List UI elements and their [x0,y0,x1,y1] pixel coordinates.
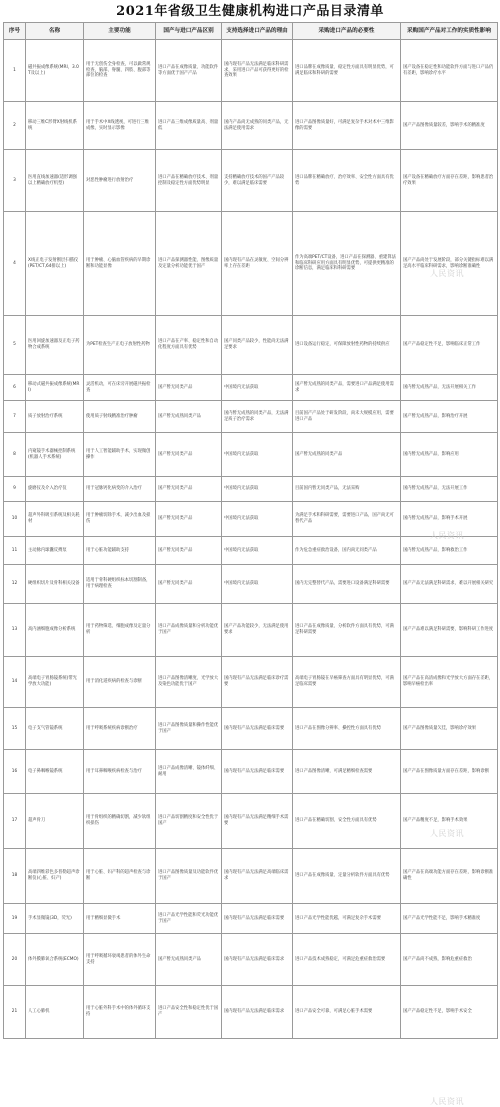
table-row [4,565,498,604]
cell-impact: 国产产品在高端功能方面存在差距，影响诊断准确性 [401,849,498,904]
table-row [4,375,498,401]
cell-impact: 国产暂无成熟产品，影响治疗开展 [401,401,498,433]
cell-name: 手术显微镜(3D，荧光) [26,904,84,934]
cell-no: 16 [4,750,26,794]
table-row [4,477,498,502]
cell-necessity: 进口设备运行稳定，可保障放射性药物的持续供应 [293,316,401,375]
cell-difference: 国产暂无同类产品 [156,433,222,477]
cell-no: 15 [4,708,26,750]
cell-impact: 国内暂无成熟产品，无法开展工作 [401,477,498,502]
cell-difference: 国产暂无同类产品 [156,375,222,401]
cell-necessity: 国内无完整替代产品，需要进口设备满足科研需要 [293,565,401,604]
cell-name: 医用回旋加速器及正电子药物合成系统 [26,316,84,375]
cell-difference: 国产暂无同类产品 [156,537,222,565]
cell-no: 12 [4,565,26,604]
table-body [4,40,498,1039]
cell-necessity: 作为高端PET/CT设备，进口产品在探测器、重建算法和临床科研应用方面具有明显优势，可提供更精准的诊断信息，满足临床和科研需要 [293,212,401,316]
cell-difference: 进口产品图像质量和操作性能优于国产 [156,708,222,750]
cell-necessity: 进口产品在成像质量、分析软件方面具有优势，可满足科研需要 [293,604,401,657]
cell-impact: 国内暂无成熟产品，无法开展相关工作 [401,375,498,401]
cell-name: 主动脉内球囊反搏泵 [26,537,84,565]
cell-difference: 进口产品在成像质量、功能软件等方面优于国产产品 [156,40,222,102]
cell-no: 21 [4,986,26,1039]
cell-function: 用于药物筛选、细胞成像及定量分析 [84,604,156,657]
page-title: 2021年省级卫生健康机构进口产品目录清单 [116,4,384,19]
watermark: 人民资讯 [430,269,464,278]
table-row [4,40,498,102]
cell-difference: 进口产品三维成像质量高、剂量低 [156,102,222,150]
cell-reason: 国产同类产品较少，性能尚无法满足要求 [222,316,293,375]
cell-name: 电子支气管镜系统 [26,708,84,750]
cell-name: 高内涵细胞成像分析系统 [26,604,84,657]
cell-reason: 国内现有产品无法满足临床需求 [222,986,293,1039]
cell-function: 灵活机动，可在床旁开展磁共振检查 [84,375,156,401]
cell-reason: 国内现有产品无法满足临床科研需求，采用进口产品可获得更好的检查效果 [222,40,293,102]
cell-reason: 国内现有产品无法满足高端临床需求 [222,849,293,904]
cell-necessity: 作为危急重症救治设备，国内尚无同类产品 [293,537,401,565]
cell-necessity: 国产暂无成熟的同类产品 [293,433,401,477]
cell-impact: 国内暂无成熟产品，影响应用 [401,433,498,477]
cell-reason: 国内现有产品无法满足精细手术需要 [222,794,293,849]
cell-reason: 中国境内无法获取 [222,375,293,401]
cell-no: 2 [4,102,26,150]
cell-name: 超声外科吸引系统及相关耗材 [26,502,84,537]
cell-necessity: 国产暂无成熟的同类产品，需要进口产品满足使用需求 [293,375,401,401]
cell-difference: 国产暂无成熟同类产品 [156,401,222,433]
cell-no: 4 [4,212,26,316]
cell-necessity: 高端电子胃肠镜在早癌筛查方面具有明显优势，可满足临床需要 [293,657,401,708]
cell-name: 高端电子胃肠镜系统(带光学放大功能) [26,657,84,708]
cell-function: 用于精细显微手术 [84,904,156,934]
cell-impact: 国产产品在高清成像和光学放大方面存在差距，影响早癌检出率 [401,657,498,708]
cell-function: 用于人工智能辅助手术，实现微创操作 [84,433,156,477]
cell-name: 质子放射治疗系统 [26,401,84,433]
cell-name: 体外膜肺氧合系统(ECMO) [26,934,84,986]
cell-reason: 中国境内无法获取 [222,537,293,565]
cell-difference: 进口产品光学性能和荧光功能优于国产 [156,904,222,934]
cell-difference: 进口产品切割精度和安全性优于国产 [156,794,222,849]
cell-no: 17 [4,794,26,849]
cell-reason: 支持精确放疗技术的国产产品较少，难以满足临床需要 [222,150,293,212]
cell-difference: 进口产品图像质量及功能软件优于国产 [156,849,222,904]
cell-necessity: 进口产品在图像分辨率、操控性方面具有优势 [293,708,401,750]
cell-function: 用于骨组织的精确切割，减少软组织损伤 [84,794,156,849]
cell-necessity: 进口产品技术成熟稳定，可满足危重症救治需要 [293,934,401,986]
cell-reason: 国内现有产品无法满足临床需要 [222,904,293,934]
cell-function: 使用质子射线精准治疗肿瘤 [84,401,156,433]
cell-name: 旋磨仪及介入治疗仪 [26,477,84,502]
table-row [4,934,498,986]
cell-no: 9 [4,477,26,502]
header-reason: 支持选择进口产品的理由 [222,23,293,40]
cell-impact: 国产产品无法满足科研需求，难以开展相关研究 [401,565,498,604]
header-difference: 国产与进口产品区别 [156,23,222,40]
cell-function: 用于呼吸循环衰竭患者的体外生命支持 [84,934,156,986]
cell-name: 高端四维彩色多普勒超声诊断仪(心脏、妇产) [26,849,84,904]
cell-necessity: 为满足手术和科研需要，需要进口产品，国产尚无可替代产品 [293,502,401,537]
cell-function: 用于无创伤全身检查，可以做常规检查，脑部、脊髓、四肢、腹部等部位的检查 [84,40,156,102]
cell-function: 用于手术中X线透视，可进行三维成像，实时显示影像 [84,102,156,150]
cell-function: 用于呼吸系统疾病诊断治疗 [84,708,156,750]
table-row [4,708,498,750]
cell-necessity: 进口产品光学性能优越，可满足复杂手术需要 [293,904,401,934]
cell-impact: 国产产品图像质量欠佳，影响诊疗效果 [401,708,498,750]
cell-no: 3 [4,150,26,212]
table-row [4,794,498,849]
table-row [4,150,498,212]
cell-name: X线正电子发射断层扫描仪(PET/CT,64排以上) [26,212,84,316]
cell-impact: 国产产品稳定性不足，影响临床正常工作 [401,316,498,375]
cell-difference: 进口产品成像质量和分析功能优于国产 [156,604,222,657]
cell-impact: 国产设备在稳定性和功能软件方面与进口产品仍有差距，影响诊疗水平 [401,40,498,102]
cell-name: 电子鼻咽喉镜系统 [26,750,84,794]
table-row [4,502,498,537]
cell-no: 10 [4,502,26,537]
cell-reason: 国产产品功能较少，无法满足使用要求 [222,604,293,657]
header-impact: 采购国产产品对工作的实质性影响 [401,23,498,40]
cell-function: 用于心脏外科手术中的体外循环支持 [84,986,156,1039]
table-row [4,849,498,904]
cell-function: 用于肿瘤、心脑血管疾病的早期诊断和功能显像 [84,212,156,316]
cell-impact: 国产产品图像质量较差，影响手术的精准度 [401,102,498,150]
cell-name: 医用直线加速器(适形调强以上精确放疗机型) [26,150,84,212]
cell-impact: 国产产品难以满足科研需要，影响科研工作进度 [401,604,498,657]
cell-impact: 国产产品精度不足，影响手术效果 [401,794,498,849]
cell-necessity: 目前国产产品处于研发阶段，尚未大规模应用，需要进口产品 [293,401,401,433]
cell-reason: 中国境内无法获取 [222,433,293,477]
table-row [4,102,498,150]
cell-impact: 国产产品在图像质量方面存在差距，影响诊断 [401,750,498,794]
cell-no: 19 [4,904,26,934]
cell-impact: 国产产品光学性能不足，影响手术精准度 [401,904,498,934]
table-row [4,316,498,375]
cell-difference: 国产暂无成熟同类产品 [156,934,222,986]
table-row [4,986,498,1039]
cell-necessity: 进口品牌在成像质量、稳定性方面具有明显优势，可满足临床和科研的需要 [293,40,401,102]
cell-no: 7 [4,401,26,433]
cell-impact: 国产设备在精确放疗方面存在差距，影响患者治疗效果 [401,150,498,212]
table-row [4,433,498,477]
cell-name: 硬组织切片及骨科相关设备 [26,565,84,604]
cell-name: 内窥镜手术器械控制系统(机器人手术系统) [26,433,84,477]
cell-name: 移动式磁共振成像系统(MRI) [26,375,84,401]
cell-difference: 国产暂无同类产品 [156,565,222,604]
cell-no: 11 [4,537,26,565]
table-row [4,537,498,565]
cell-no: 18 [4,849,26,904]
header-necessity: 采购进口产品的必要性 [293,23,401,40]
watermark: 人民资讯 [430,1097,464,1106]
cell-no: 5 [4,316,26,375]
cell-necessity: 进口产品在成像质量、定量分析软件方面具有优势 [293,849,401,904]
cell-reason: 国内产品尚无成熟的同类产品，无法满足使用需求 [222,102,293,150]
cell-necessity: 目前国内暂无同类产品，无法采购 [293,477,401,502]
cell-impact: 国产产品稳定性不足，影响手术安全 [401,986,498,1039]
cell-name: 超声骨刀 [26,794,84,849]
table-row [4,904,498,934]
table-row [4,401,498,433]
cell-name: 磁共振成像系统(MRI，3.0T及以上) [26,40,84,102]
cell-difference: 国产暂无同类产品 [156,502,222,537]
cell-difference: 进口产品图像清晰度、光学放大及染色功能优于国产 [156,657,222,708]
cell-reason: 国内暂无成熟的同类产品，无法满足质子治疗需求 [222,401,293,433]
cell-no: 20 [4,934,26,986]
cell-function: 用于冠脉钙化病变的介入治疗 [84,477,156,502]
cell-difference: 进口产品在精确放疗技术、剂量控制及稳定性方面优势明显 [156,150,222,212]
cell-reason: 国内现有产品无法满足临床需要 [222,750,293,794]
cell-function: 适用于骨科硬组织标本切割制备，用于病理检查 [84,565,156,604]
watermark: 人民资讯 [430,531,464,540]
table-header-row [4,23,498,40]
cell-reason: 国内现有产品无法满足临床需求 [222,934,293,986]
cell-no: 8 [4,433,26,477]
cell-difference: 进口产品安全性和稳定性优于国产 [156,986,222,1039]
header-function: 主要功能 [84,23,156,40]
cell-reason: 中国境内无法获取 [222,477,293,502]
cell-function: 对恶性肿瘤进行放射治疗 [84,150,156,212]
cell-difference: 进口产品成像清晰、镜体纤细、耐用 [156,750,222,794]
cell-impact: 国产产品尚处于发展阶段，部分关键指标难以满足高水平临床科研需求，影响诊断准确性 [401,212,498,316]
table-row [4,657,498,708]
cell-difference: 进口产品探测器性能、图像质量及定量分析功能优于国产 [156,212,222,316]
table-row [4,604,498,657]
cell-function: 用于心脏功能辅助支持 [84,537,156,565]
cell-impact: 国内暂无成熟产品，影响手术开展 [401,502,498,537]
table-row [4,212,498,316]
cell-function: 为PET检查生产正电子放射性药物 [84,316,156,375]
product-table [3,22,498,1039]
cell-name: 移动三维C形臂X射线机系统 [26,102,84,150]
cell-reason: 中国境内无法获取 [222,502,293,537]
header-name: 名称 [26,23,84,40]
cell-necessity: 进口产品图像清晰，可满足精细检查需要 [293,750,401,794]
cell-necessity: 进口产品安全可靠，可满足心脏手术需要 [293,986,401,1039]
cell-impact: 国内暂无成熟产品，影响救治工作 [401,537,498,565]
cell-impact: 国产产品尚不成熟，影响危重症救治 [401,934,498,986]
table-row [4,750,498,794]
cell-no: 14 [4,657,26,708]
cell-function: 用于肿瘤切除手术，减少出血及损伤 [84,502,156,537]
cell-function: 用于心脏、妇产科的超声检查与诊断 [84,849,156,904]
cell-no: 6 [4,375,26,401]
cell-function: 用于耳鼻咽喉疾病检查与治疗 [84,750,156,794]
cell-difference: 国产暂无同类产品 [156,477,222,502]
cell-reason: 国内现有产品在灵敏度、空间分辨率上存在差距 [222,212,293,316]
cell-reason: 国内现有产品无法满足临床需要 [222,708,293,750]
watermark: 人民资讯 [430,829,464,838]
cell-no: 1 [4,40,26,102]
cell-necessity: 进口产品图像质量好，可满足复杂手术对术中三维影像的需要 [293,102,401,150]
cell-reason: 国内现有产品无法满足临床诊疗需要 [222,657,293,708]
cell-name: 人工心肺机 [26,986,84,1039]
cell-necessity: 进口品牌在精确放疗、治疗效率、安全性方面具有优势 [293,150,401,212]
header-no: 序号 [4,23,26,40]
cell-no: 13 [4,604,26,657]
cell-reason: 中国境内无法获取 [222,565,293,604]
cell-necessity: 进口产品在精确切割、安全性方面具有优势 [293,794,401,849]
cell-function: 用于消化道疾病的检查与诊断 [84,657,156,708]
cell-difference: 进口产品在产率、稳定性和自动化程度方面具有优势 [156,316,222,375]
